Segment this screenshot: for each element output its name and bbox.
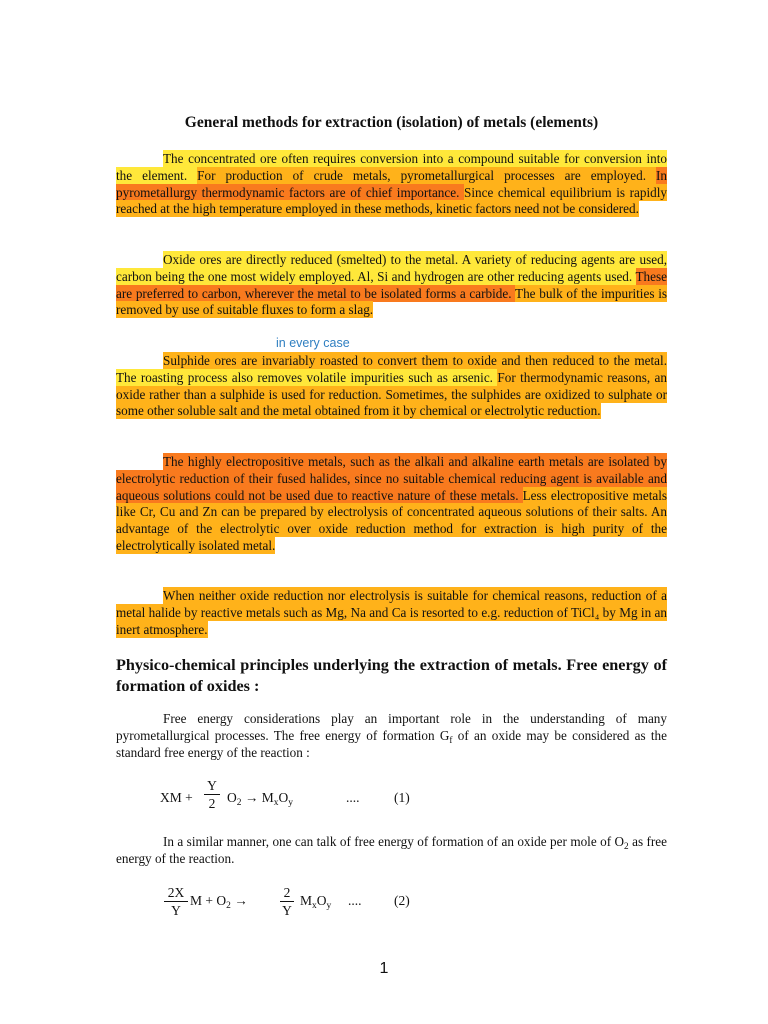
document-title: General methods for extraction (isolation) of metals (elements) bbox=[184, 114, 599, 131]
paragraph-3 bbox=[116, 353, 667, 420]
p6-subscript: f bbox=[449, 734, 453, 745]
p7-text-before: In a similar manner, one can talk of free energy of formation of an oxide per mole of O bbox=[163, 834, 625, 849]
annotation-note: in every case bbox=[276, 336, 350, 350]
eq2-denominator-1: Y bbox=[171, 903, 181, 918]
eq2-fraction-1 bbox=[164, 885, 188, 918]
eq1-fraction bbox=[204, 778, 220, 811]
p1-segment-3: In pyrometallurgy thermodynamic factors are of chief importance. bbox=[116, 167, 667, 200]
eq1-numerator: Y bbox=[207, 778, 217, 793]
eq2-numerator-2: 2 bbox=[283, 885, 291, 900]
eq2-denominator-2: Y bbox=[282, 903, 292, 918]
eq1-dots: .... bbox=[346, 790, 360, 805]
eq1-denominator: 2 bbox=[208, 796, 216, 811]
eq2-dots: .... bbox=[348, 893, 362, 908]
paragraph-1 bbox=[116, 151, 667, 218]
p7-text-after: as free energy of the reaction. bbox=[116, 834, 667, 866]
eq2-tail: $M_xO_y$ bbox=[300, 893, 332, 911]
p4-segment-2: Less electropositive metals like Cr, Cu and Zn can be prepared by electrolysis of concentrated aqueous solutions of their salts. An advantage of the electrolytic over oxide reduction method for extraction is high purity of the electrolytically isolated metal. bbox=[116, 487, 668, 553]
p6-text-before: Free energy considerations play an important role in the understanding of many pyrometallurgical processes. The free energy of formation G bbox=[116, 711, 667, 743]
p1-segment-4: Since chemical equilibrium is rapidly reached at the high temperature employed in these methods, kinetic factors need not be considered. bbox=[116, 184, 667, 217]
eq1-body: $O_2 \to M_xO_y$ bbox=[227, 790, 293, 808]
eq2-number: (2) bbox=[394, 893, 410, 908]
eq1-lead: XM + bbox=[160, 790, 193, 805]
p2-segment-2: These are preferred to carbon, wherever the metal to be isolated forms a carbide. bbox=[116, 268, 667, 301]
eq1-number: (1) bbox=[394, 790, 410, 805]
p6-text-after: of an oxide may be considered as the standard free energy of the reaction : bbox=[116, 727, 667, 760]
p7-subscript: 2 bbox=[624, 841, 629, 851]
page-number: 1 bbox=[379, 960, 389, 977]
p5-segment-1: When neither oxide reduction nor electrolysis is suitable for chemical reasons, reduction of a metal halide by reactive metals such as Mg, Na and Ca is resorted to e.g. reduction of TiCl₄ by Mg in an inert atmosphere. bbox=[116, 588, 667, 637]
eq2-numerator-1: 2X bbox=[167, 885, 185, 900]
p1-segment-2: For production of crude metals, pyrometallurgical processes are employed. bbox=[197, 167, 656, 183]
p2-segment-1: Oxide ores are directly reduced (smelted) to the metal. A variety of reducing agents are used, carbon being the one most widely employed. Al, Si and hydrogen are other reducing agents used. bbox=[116, 252, 667, 284]
paragraph-4 bbox=[116, 454, 667, 555]
p3-segment-3: For thermodynamic reasons, an oxide rather than a sulphide is used for reduction. Sometimes, the sulphides are oxidized to sulphate or some other soluble salt and the metal obtained from it by chemical or electrolytic reduction. bbox=[116, 369, 667, 419]
paragraph-2 bbox=[116, 252, 667, 319]
p3-segment-1: Sulphide ores are invariably roasted to convert them to oxide and then reduced to the metal. bbox=[163, 353, 667, 368]
paragraph-5 bbox=[116, 588, 667, 638]
section-heading: Physico-chemical principles underlying the extraction of metals. Free energy of formation of oxides : bbox=[116, 656, 667, 695]
paragraph-similar bbox=[116, 834, 667, 868]
p3-segment-2: The roasting process also removes volatile impurities such as arsenic. bbox=[116, 369, 498, 385]
p4-segment-1: The highly electropositive metals, such as the alkali and alkaline earth metals are isolated by electrolytic reduction of their fused halides, since no suitable chemical reducing agent is available and aqueous solutions could not be used due to reactive nature of these metals. bbox=[116, 454, 667, 503]
eq2-fraction-2 bbox=[280, 885, 294, 918]
p1-segment-1: The concentrated ore often requires conversion into a compound suitable for conversion into the element. bbox=[116, 151, 667, 183]
paragraph-free-energy bbox=[116, 711, 667, 761]
p2-segment-3: The bulk of the impurities is removed by use of suitable fluxes to form a slag. bbox=[116, 285, 667, 318]
eq2-middle: $M + O_2$ → bbox=[190, 893, 248, 911]
